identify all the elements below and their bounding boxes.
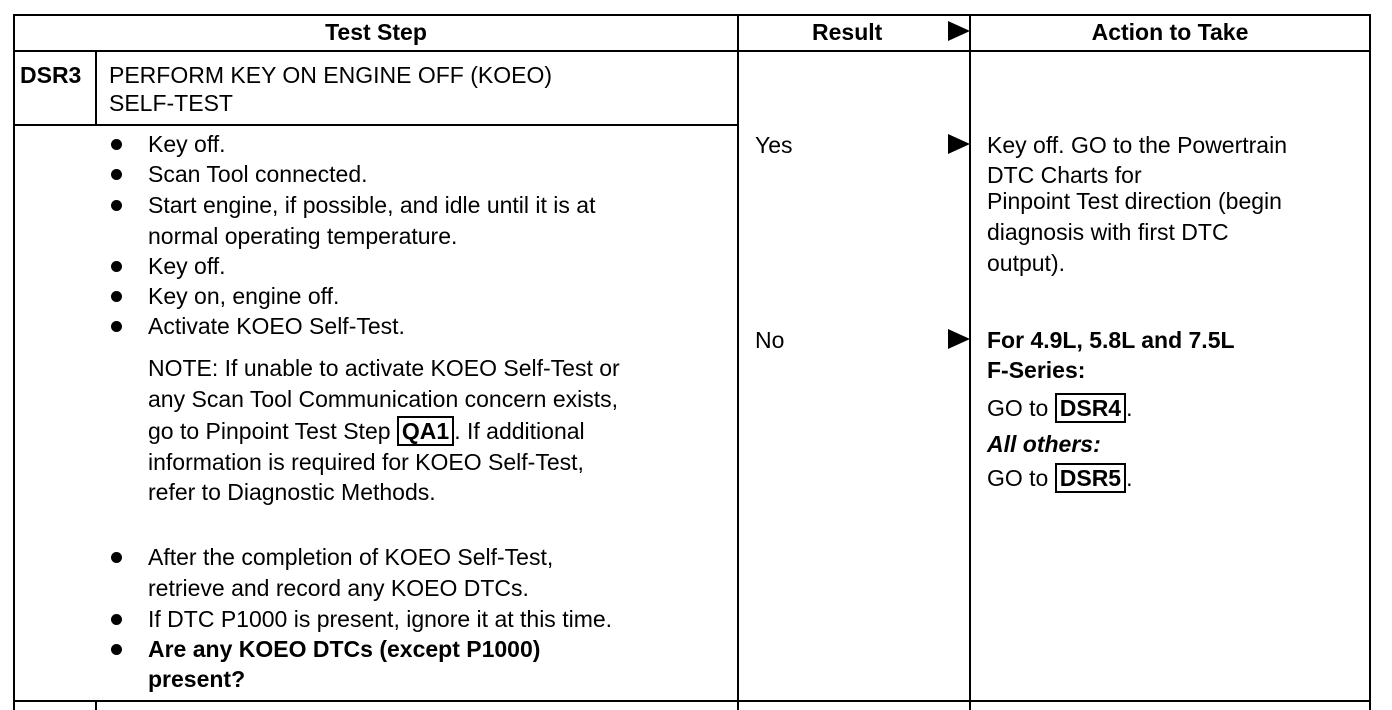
yes-arrow-icon	[948, 134, 970, 154]
action-no-heading2: F-Series:	[987, 357, 1086, 383]
bullet-icon	[111, 139, 122, 150]
top-border	[13, 14, 1371, 16]
action-go-dsr5	[987, 463, 1133, 493]
result-yes: Yes	[755, 132, 793, 158]
header-action: Action to Take	[1091, 19, 1249, 45]
bullet-icon	[111, 291, 122, 302]
bottom-border	[13, 700, 1371, 702]
result-no: No	[755, 327, 785, 353]
header-arrow-icon	[948, 21, 970, 41]
bullet-text: Key on, engine off.	[148, 283, 340, 309]
left-border	[13, 14, 15, 710]
action-no-heading1: For 4.9L, 5.8L and 7.5L	[987, 327, 1235, 353]
action-yes-line: Pinpoint Test direction (begin	[987, 188, 1282, 214]
note-line3-pre: go to Pinpoint Test Step	[148, 418, 397, 444]
note-line3-post: . If additional	[454, 418, 585, 444]
right-border	[1369, 14, 1371, 710]
bullet-icon	[111, 261, 122, 272]
bullet-text-continuation: retrieve and record any KOEO DTCs.	[148, 575, 529, 601]
step-id-divider	[95, 51, 97, 125]
step-title-line1: PERFORM KEY ON ENGINE OFF (KOEO)	[109, 62, 553, 88]
bullet-icon	[111, 169, 122, 180]
bullet-text: Start engine, if possible, and idle until it is at	[148, 192, 596, 218]
note-line2: any Scan Tool Communication concern exists,	[148, 386, 619, 412]
action-yes-line: diagnosis with first DTC	[987, 219, 1229, 245]
step-id: DSR3	[20, 62, 82, 88]
bullet-text: Key off.	[148, 131, 226, 157]
header-result: Result	[812, 19, 883, 45]
header-test-step: Test Step	[325, 19, 427, 45]
action-yes-line: Key off. GO to the Powertrain	[987, 132, 1287, 158]
bullet-icon	[111, 200, 122, 211]
ref-qa1-link[interactable]: QA1	[397, 416, 454, 446]
go-to-label: GO to	[987, 465, 1055, 491]
header-bottom-border	[13, 50, 1371, 52]
bullet-icon	[111, 614, 122, 625]
bullet-icon	[111, 644, 122, 655]
bullet-text: After the completion of KOEO Self-Test,	[148, 544, 554, 570]
note-line5: refer to Diagnostic Methods.	[148, 479, 436, 505]
bullet-text: Activate KOEO Self-Test.	[148, 313, 405, 339]
action-yes-line: DTC Charts for	[987, 162, 1142, 188]
step-title-bottom-border	[13, 124, 738, 126]
action-all-others: All others:	[987, 431, 1101, 457]
note-line4: information is required for KOEO Self-Test,	[148, 449, 584, 475]
bottom-left-tick	[95, 700, 97, 710]
result-right-border	[969, 14, 971, 710]
action-yes-line: output).	[987, 250, 1065, 276]
ref-dsr5-link[interactable]: DSR5	[1055, 463, 1126, 493]
go-to-label: GO to	[987, 395, 1055, 421]
question-text-continuation: present?	[148, 666, 246, 692]
bullet-text-continuation: normal operating temperature.	[148, 223, 458, 249]
ref-dsr4-link[interactable]: DSR4	[1055, 393, 1126, 423]
bullet-text: Scan Tool connected.	[148, 161, 368, 187]
action-go-dsr4	[987, 393, 1133, 423]
step-title-line2: SELF-TEST	[109, 90, 233, 116]
period: .	[1126, 395, 1133, 421]
period: .	[1126, 465, 1133, 491]
bullet-text: Key off.	[148, 253, 226, 279]
test-step-right-border	[737, 14, 739, 710]
bullet-icon	[111, 552, 122, 563]
no-arrow-icon	[948, 329, 970, 349]
note-line3	[148, 416, 585, 446]
bullet-icon	[111, 321, 122, 332]
note-line1: NOTE: If unable to activate KOEO Self-Test or	[148, 355, 620, 381]
question-text: Are any KOEO DTCs (except P1000)	[148, 636, 541, 662]
bullet-text: If DTC P1000 is present, ignore it at this time.	[148, 606, 613, 632]
